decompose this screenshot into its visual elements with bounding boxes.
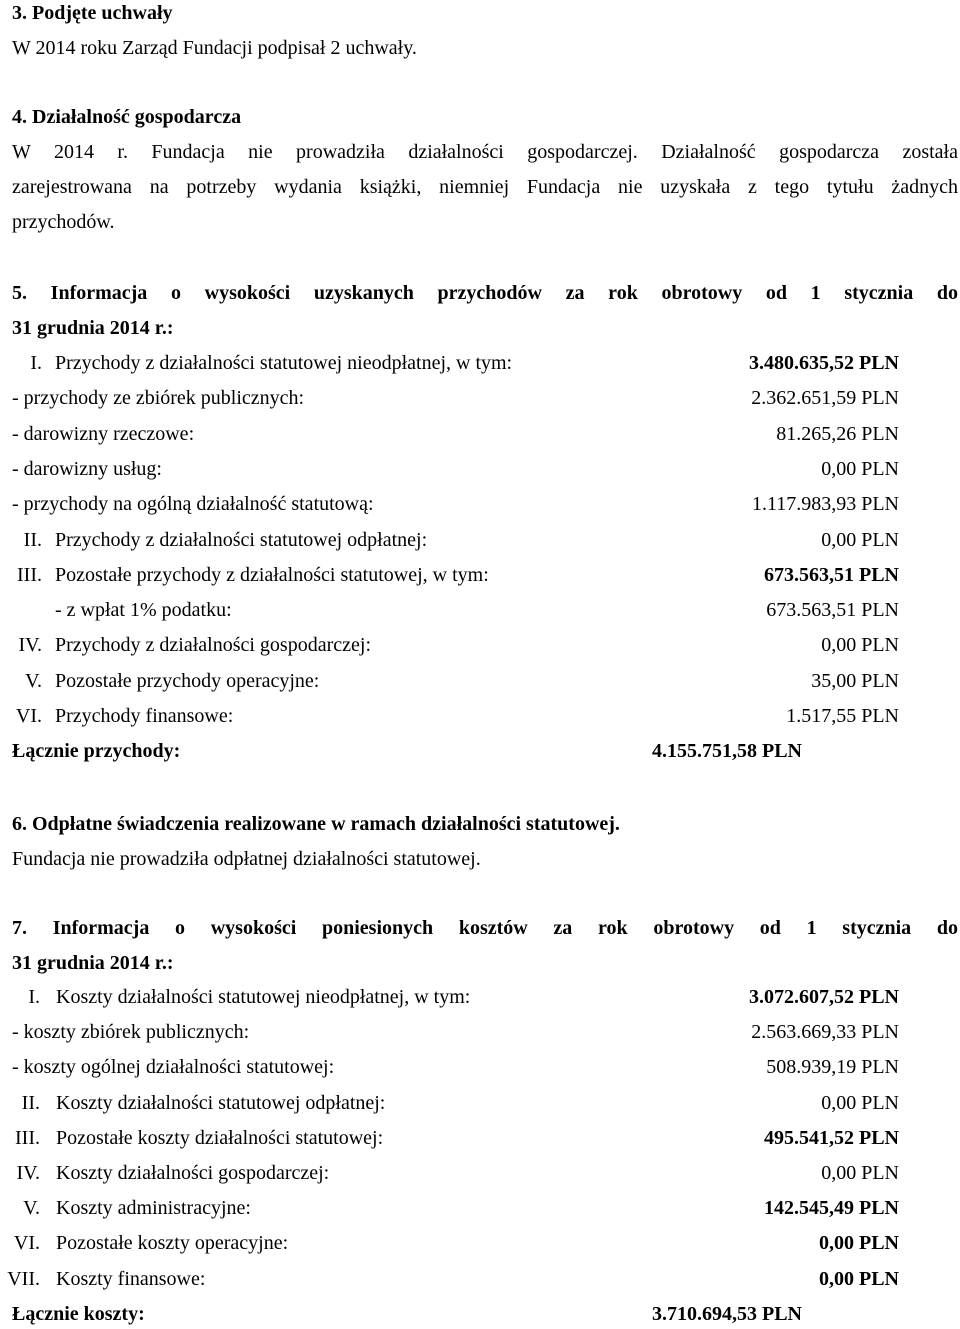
costs-row-amount: 0,00 PLN bbox=[821, 1162, 899, 1184]
income-row-amount: 673.563,51 PLN bbox=[766, 599, 899, 622]
costs-row-number: V. bbox=[23, 1197, 40, 1220]
income-row bbox=[12, 385, 899, 420]
costs-row-label: Koszty działalności statutowej nieodpłatnej, w tym: bbox=[56, 986, 471, 1008]
income-row bbox=[12, 703, 899, 738]
costs-row-label: Koszty finansowe: bbox=[56, 1267, 206, 1290]
costs-row-label: Koszty administracyjne: bbox=[56, 1197, 251, 1220]
section-7-heading-line-2: 31 grudnia 2014 r.: bbox=[12, 952, 174, 974]
costs-row-amount: 3.072.607,52 PLN bbox=[749, 986, 899, 1008]
costs-row-amount: 508.939,19 PLN bbox=[766, 1056, 899, 1079]
income-row bbox=[12, 421, 899, 456]
section-5-heading-line-2: 31 grudnia 2014 r.: bbox=[12, 317, 174, 339]
income-row-label: Pozostałe przychody z działalności statutowej, w tym: bbox=[55, 563, 489, 586]
section-3-heading: 3. Podjęte uchwały bbox=[12, 2, 173, 24]
income-row-label: - z wpłat 1% podatku: bbox=[55, 599, 232, 622]
costs-row-number: I. bbox=[28, 986, 40, 1008]
income-total-amount: 4.155.751,58 PLN bbox=[652, 740, 802, 762]
income-row-label: Przychody z działalności statutowej odpłatnej: bbox=[55, 528, 428, 551]
income-row-amount: 2.362.651,59 PLN bbox=[751, 387, 899, 410]
costs-row-number: VI. bbox=[13, 1232, 40, 1255]
income-row-label: - darowizny usług: bbox=[12, 457, 162, 480]
section-6-text: Fundacja nie prowadziła odpłatnej działalności statutowej. bbox=[12, 848, 481, 870]
costs-row bbox=[0, 1195, 899, 1230]
costs-total-amount: 3.710.694,53 PLN bbox=[652, 1303, 802, 1325]
costs-row-label: Pozostałe koszty operacyjne: bbox=[56, 1232, 289, 1255]
costs-row bbox=[0, 1019, 899, 1054]
income-row-label: - przychody ze zbiórek publicznych: bbox=[12, 387, 305, 410]
costs-table bbox=[0, 984, 899, 1304]
costs-row-number: II. bbox=[21, 1091, 40, 1114]
income-row-number: II. bbox=[23, 528, 42, 551]
income-row-amount: 0,00 PLN bbox=[821, 634, 899, 657]
income-row-amount: 673.563,51 PLN bbox=[764, 563, 899, 586]
costs-row-label: - koszty zbiórek publicznych: bbox=[12, 1021, 250, 1044]
income-row bbox=[12, 350, 899, 385]
section-3-text: W 2014 roku Zarząd Fundacji podpisał 2 uchwały. bbox=[12, 37, 417, 59]
income-row-amount: 81.265,26 PLN bbox=[776, 422, 899, 445]
costs-row-amount: 0,00 PLN bbox=[821, 1091, 899, 1114]
costs-row-amount: 0,00 PLN bbox=[819, 1232, 899, 1255]
section-4-line-2: zarejestrowana na potrzeby wydania książki, niemniej Fundacja nie uzyskała z tego tytułu żadnych bbox=[12, 176, 958, 198]
costs-row bbox=[0, 1160, 899, 1195]
costs-row bbox=[0, 984, 899, 1019]
costs-row-amount: 142.545,49 PLN bbox=[764, 1197, 899, 1220]
section-4-line-1: W 2014 r. Fundacja nie prowadziła działalności gospodarczej. Działalność gospodarcza została bbox=[12, 141, 958, 163]
section-6-heading: 6. Odpłatne świadczenia realizowane w ramach działalności statutowej. bbox=[12, 813, 620, 835]
costs-row-number: IV. bbox=[16, 1162, 40, 1184]
income-row bbox=[12, 456, 899, 491]
section-4-line-3: przychodów. bbox=[12, 211, 115, 233]
income-row bbox=[12, 632, 899, 667]
income-row bbox=[12, 527, 899, 562]
income-row-number: I. bbox=[30, 352, 42, 374]
costs-row bbox=[0, 1090, 899, 1125]
income-row-number: VI. bbox=[15, 705, 42, 727]
income-row bbox=[12, 562, 899, 597]
income-row-number: III. bbox=[17, 563, 42, 586]
income-row-number: IV. bbox=[18, 634, 42, 657]
costs-row-amount: 2.563.669,33 PLN bbox=[751, 1021, 899, 1044]
section-5-heading-line-1: 5. Informacja o wysokości uzyskanych przychodów za rok obrotowy od 1 stycznia do bbox=[12, 282, 958, 304]
costs-row-label: Koszty działalności statutowej odpłatnej: bbox=[56, 1091, 386, 1114]
income-row-label: Przychody finansowe: bbox=[55, 705, 234, 727]
income-row-amount: 1.517,55 PLN bbox=[786, 705, 899, 727]
income-table bbox=[12, 350, 899, 740]
income-row-label: Przychody z działalności gospodarczej: bbox=[55, 634, 371, 657]
costs-row-amount: 495.541,52 PLN bbox=[764, 1126, 899, 1149]
income-row-amount: 1.117.983,93 PLN bbox=[751, 493, 899, 516]
costs-row-label: - koszty ogólnej działalności statutowej: bbox=[12, 1056, 335, 1079]
costs-row-number: III. bbox=[15, 1126, 40, 1149]
income-row-amount: 35,00 PLN bbox=[811, 669, 899, 692]
income-row bbox=[12, 668, 899, 703]
costs-row-amount: 0,00 PLN bbox=[819, 1267, 899, 1290]
income-row-label: - darowizny rzeczowe: bbox=[12, 422, 195, 445]
costs-total-label: Łącznie koszty: bbox=[12, 1303, 145, 1325]
income-row-label: - przychody na ogólną działalność statutową: bbox=[12, 493, 374, 516]
income-row-amount: 3.480.635,52 PLN bbox=[749, 352, 899, 374]
costs-row bbox=[0, 1266, 899, 1301]
section-7-heading-line-1: 7. Informacja o wysokości poniesionych kosztów za rok obrotowy od 1 stycznia do bbox=[12, 917, 958, 939]
income-row-label: Pozostałe przychody operacyjne: bbox=[55, 669, 320, 692]
costs-row bbox=[0, 1230, 899, 1265]
income-row bbox=[12, 597, 899, 632]
costs-row-label: Pozostałe koszty działalności statutowej: bbox=[56, 1126, 384, 1149]
costs-row-number: VII. bbox=[7, 1267, 40, 1290]
costs-row-label: Koszty działalności gospodarczej: bbox=[56, 1162, 330, 1184]
section-4-heading: 4. Działalność gospodarcza bbox=[12, 106, 242, 128]
costs-row bbox=[0, 1054, 899, 1089]
income-row-number: V. bbox=[25, 669, 42, 692]
income-total-label: Łącznie przychody: bbox=[12, 740, 181, 762]
income-row-amount: 0,00 PLN bbox=[821, 457, 899, 480]
costs-row bbox=[0, 1125, 899, 1160]
income-row bbox=[12, 491, 899, 526]
income-row-amount: 0,00 PLN bbox=[821, 528, 899, 551]
income-row-label: Przychody z działalności statutowej nieodpłatnej, w tym: bbox=[55, 352, 513, 374]
